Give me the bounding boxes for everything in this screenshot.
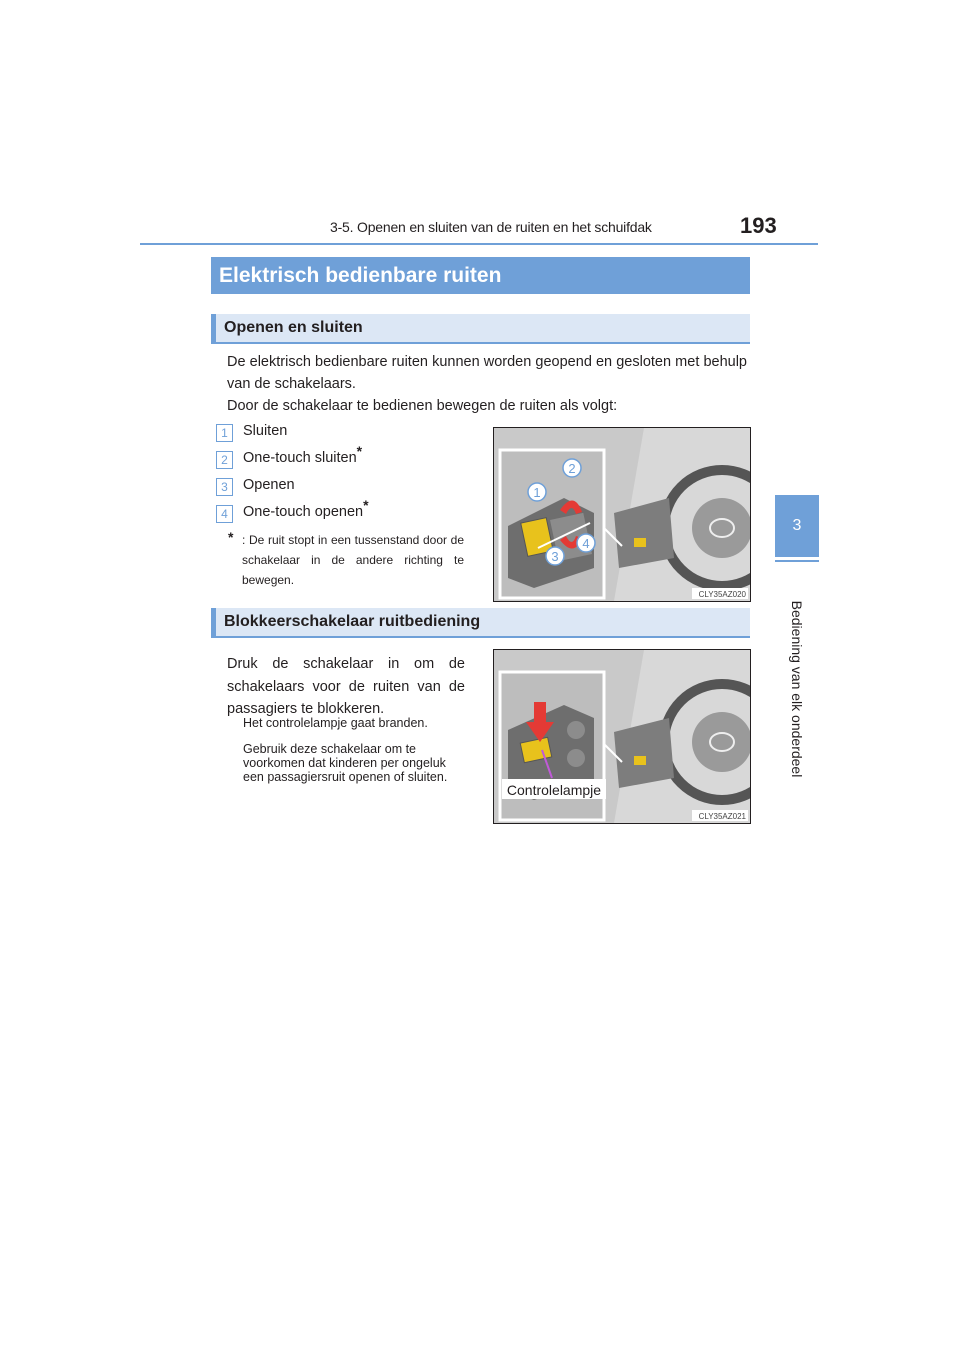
window-switch-illustration bbox=[494, 428, 750, 601]
note-child-safety: Gebruik deze schakelaar om te voorkomen dat kinderen per ongeluk een passagiersruit openen of sluiten. bbox=[243, 742, 448, 784]
callout-4: 4 bbox=[582, 536, 590, 551]
item-label bbox=[243, 497, 369, 520]
item-label bbox=[243, 443, 363, 466]
indicator-label: Controlelampje bbox=[506, 782, 602, 798]
subsection-header-lock-switch bbox=[211, 608, 750, 638]
chapter-tab: 3 bbox=[775, 495, 819, 557]
note-indicator: Het controlelampje gaat branden. bbox=[243, 716, 428, 730]
item-label: Openen bbox=[243, 477, 295, 493]
item-number: 3 bbox=[216, 478, 233, 496]
callout-2: 2 bbox=[568, 461, 576, 476]
subsection-header-open-close bbox=[211, 314, 750, 344]
lock-switch-paragraph: Druk de schakelaar in om de schakelaars voor de ruiten van de passagiers te blokkeren. bbox=[227, 656, 465, 717]
item-number: 1 bbox=[216, 424, 233, 442]
section-title: Elektrisch bedienbare ruiten bbox=[211, 257, 750, 294]
intro-paragraph: De elektrisch bedienbare ruiten kunnen worden geopend en gesloten met behulp van de schakelaars. bbox=[227, 354, 747, 392]
header-rule bbox=[140, 243, 818, 245]
subsection-title: Openen en sluiten bbox=[224, 319, 363, 336]
lock-switch-illustration bbox=[494, 650, 750, 823]
callout-3: 3 bbox=[551, 549, 559, 564]
item-number: 2 bbox=[216, 451, 233, 469]
subsection-marker bbox=[211, 608, 216, 636]
item-label-text: One-touch sluiten bbox=[243, 450, 357, 466]
subsection-marker bbox=[211, 314, 216, 342]
subsection-title: Blokkeerschakelaar ruitbediening bbox=[224, 613, 481, 630]
figure-window-switches bbox=[493, 427, 751, 602]
figure-code: CLY35AZ021 bbox=[698, 812, 746, 821]
footnote-star: * bbox=[228, 529, 234, 545]
item-label-text: One-touch openen bbox=[243, 504, 364, 520]
footnote-marker: * bbox=[363, 497, 369, 514]
chapter-title: 3-5. Openen en sluiten van de ruiten en het schuifdak bbox=[330, 219, 652, 235]
figure-lock-switch bbox=[493, 649, 751, 824]
item-number: 4 bbox=[216, 505, 233, 523]
intro-paragraph-2: Door de schakelaar te bedienen bewegen de ruiten als volgt: bbox=[227, 398, 618, 414]
item-label: Sluiten bbox=[243, 423, 288, 439]
page-number: 193 bbox=[740, 213, 777, 238]
figure-code: CLY35AZ020 bbox=[698, 590, 746, 599]
footnote-text: : De ruit stopt in een tussenstand door de schakelaar in de andere richting te bewegen. bbox=[242, 533, 464, 587]
callout-1: 1 bbox=[533, 485, 541, 500]
chapter-label: Bediening van elk onderdeel bbox=[789, 600, 805, 778]
footnote-marker: * bbox=[356, 443, 363, 460]
